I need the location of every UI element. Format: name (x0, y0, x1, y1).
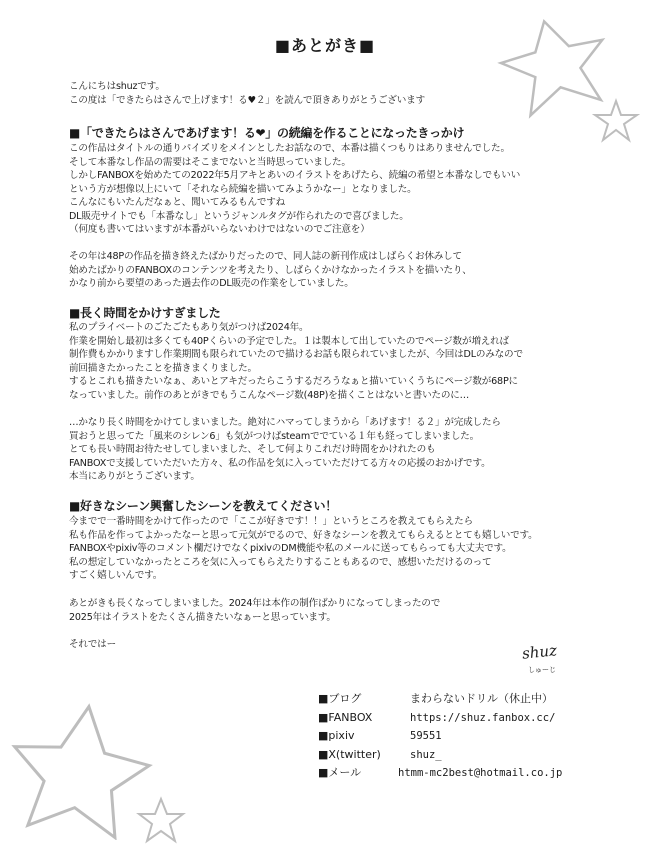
body-line: という方が想像以上にいて「それなら続編を描いてみようかなー」となりました。 (69, 183, 417, 195)
body-line: …かなり長く時間をかけてしまいました。絶対にハマってしまうから「あげます！る２」が完成したら (69, 417, 501, 428)
body-line: しかしFANBOXを始めたての2022年5月アキとあいのイラストをあげたら、続編の希望と本番なしでもいい (69, 170, 521, 181)
body-line: 本当にありがとうございます。 (69, 471, 200, 482)
pixiv-link[interactable]: 59551 (410, 730, 442, 742)
star-icon (136, 796, 186, 846)
body-line: なっていました。前作のあとがきでもうこんなページ数(48P)を描くことはないと書いたのに… (69, 389, 470, 401)
body-line: DL販売サイトでも「本番なし」というジャンルタグが作られたので喜びました。 (69, 210, 409, 222)
link-label: ■pixiv (318, 729, 355, 742)
link-label: ■ブログ (318, 692, 362, 705)
body-line: あとがきも長くなってしまいました。2024年は本作の制作ばかりになってしまったので (69, 598, 441, 609)
body-line: 買おうと思ってた「風来のシレン6」も気がつけばsteamででている１年も経ってしまいました。 (69, 430, 480, 442)
body-line: FANBOXやpixiv等のコメント欄だけでなくpixivのDM機能や私のメールに送ってもらっても大丈夫です。 (69, 543, 512, 554)
contact-links (318, 690, 638, 783)
body-line: 前回描きたかったことを描きまくりました。 (69, 362, 257, 374)
body-line: 私のプライベートのごたごたもあり気がつけば2024年。 (69, 322, 309, 333)
closing-line: それではー (69, 639, 116, 650)
body-line: かなり前から要望のあった過去作のDL販売の作業をしていました。 (69, 278, 354, 289)
body-line: FANBOXで支援していただいた方々、私の作品を気に入っていただけてる方々の応援のおかげです。 (69, 457, 491, 469)
body-line: 2025年はイラストをたくさん描きたいなぁーと思っています。 (69, 611, 336, 623)
blog-link[interactable]: まわらないドリル（休止中） (410, 692, 553, 705)
body-line: この作品はタイトルの通りパイズリをメインとしたお話なので、本番は描くつもりはありませんでした。 (69, 143, 510, 154)
signature-reading: しゅーじ (528, 666, 556, 674)
signature (522, 643, 582, 683)
link-row-fanbox (318, 709, 638, 728)
section-heading: ■長く時間をかけすぎました (69, 306, 221, 320)
body-line: とても長い時間お待たせしてしまいました、そして何よりこれだけ時間をかけれたのも (69, 444, 436, 455)
body-line: 始めたばかりのFANBOXのコンテンツを考えたり、しばらくかけなかったイラストを描いたり、 (69, 264, 472, 276)
body-line: こんなにもいたんだなぁと、聞いてみるもんですね (69, 197, 286, 208)
body-line: 今までで一番時間をかけて作ったので「ここが好きです！！」というところを教えてもらえたら (69, 516, 473, 527)
fanbox-link[interactable]: https://shuz.fanbox.cc/ (410, 711, 556, 724)
link-label: ■X(twitter) (318, 747, 381, 761)
signature-name: shuz (521, 641, 558, 663)
body-line: その年は48Pの作品を描き終えたばかりだったので、同人誌の新刊作成はしばらくお休みして (69, 251, 462, 262)
body-line: （何度も書いてはいますが本番がいらないわけではないのでご注意を） (69, 224, 370, 235)
body-line: するとこれも描きたいなぁ、あいとアキだったらこうするだろうなぁと描いていくうちにページ数が68Pに (69, 376, 518, 387)
body-line: 作業を開始し最初は多くても40Pくらいの予定でした。１は製本して出していたのでページ数が増えれば (69, 335, 509, 347)
body-line: すごく嬉しいんです。 (69, 570, 163, 581)
page-title: ■あとがき■ (274, 36, 376, 55)
greeting-line: こんにちはshuzです。 (69, 81, 165, 92)
link-row-pixiv (318, 727, 638, 746)
twitter-link[interactable]: shuz_ (410, 748, 442, 761)
body-line: 私の想定していなかったところを気に入ってもらえたりすることもあるので、感想いただけるのって (69, 556, 492, 568)
body-line: そして本番なし作品の需要はそこまでないと当時思っていました。 (69, 156, 351, 168)
link-label: ■メール (318, 766, 362, 779)
link-row-blog (318, 690, 638, 709)
body-line: 私も作品を作ってよかったなーと思って元気がでるので、好きなシーンを教えてもらえるととても嬉しいです。 (69, 529, 538, 541)
link-row-twitter (318, 746, 638, 765)
link-label: ■FANBOX (318, 710, 373, 724)
body-line: 制作費もかかりますし作業期間も限られていたので描けるお話も限られていましたが、今回はDLのみなので (69, 349, 523, 360)
link-row-mail (318, 764, 638, 783)
section-heading: ■「できたらはさんであげます！る❤」の続編を作ることになったきっかけ (69, 126, 465, 140)
mail-link[interactable]: htmm-mc2best@hotmail.co.jp (398, 767, 563, 779)
section-heading: ■好きなシーン興奮したシーンを教えてください！ (69, 499, 337, 513)
greeting-line: この度は「できたらはさんで上げます！る♥２」を読んで頂きありがとうございます (69, 95, 425, 106)
